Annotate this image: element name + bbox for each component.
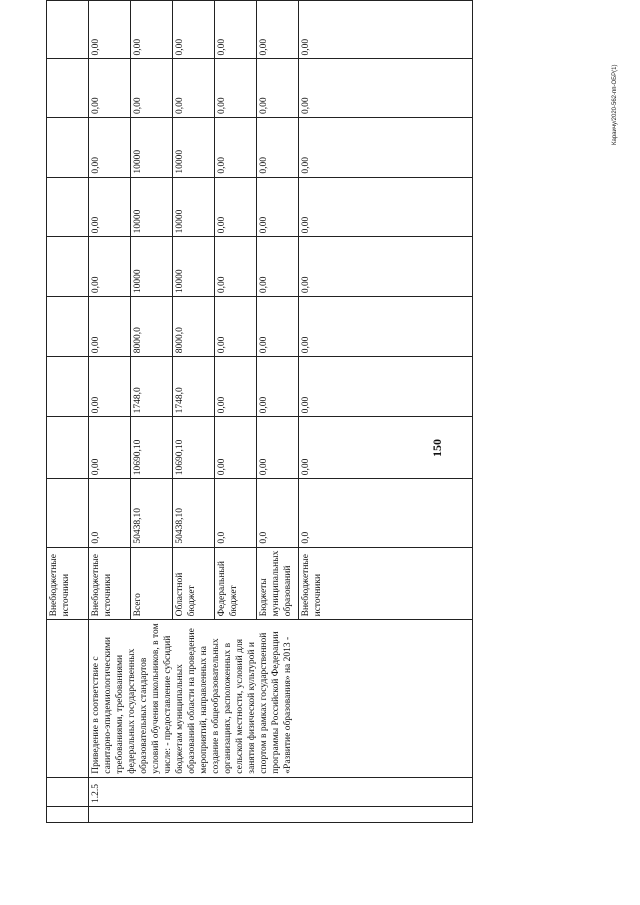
value-cell: 0,00: [215, 177, 257, 237]
value-cell: 1748,0: [131, 357, 173, 417]
value-cell: 0,00: [299, 1, 473, 60]
value-cell: 0,00: [215, 297, 257, 357]
value-cell: 0,00: [299, 237, 473, 297]
blank-cell: [89, 806, 473, 822]
blank-cell: [47, 620, 89, 777]
value-cell: 8000,0: [131, 297, 173, 357]
budget-table: [46, 0, 473, 823]
value-cell: 0,00: [131, 59, 173, 117]
value-cell: 0,00: [89, 117, 131, 177]
value-cell: 0,00: [215, 59, 257, 117]
value-cell: 0,00: [89, 417, 131, 479]
value-cell: 0,00: [257, 59, 299, 117]
value-cell: 0,0: [215, 479, 257, 547]
source-cell: Внебюджетные источники: [89, 547, 131, 620]
value-cell: 0,00: [257, 177, 299, 237]
value-cell: 0,00: [257, 117, 299, 177]
source-cell: Внебюджетные источники: [299, 547, 473, 620]
value-cell: [47, 177, 89, 237]
value-cell: 0,00: [215, 1, 257, 60]
value-cell: 0,00: [173, 1, 215, 60]
blank-cell: [47, 777, 89, 806]
value-cell: 0,00: [89, 177, 131, 237]
value-cell: [47, 297, 89, 357]
value-cell: 10690,10: [173, 417, 215, 479]
value-cell: 0,00: [215, 117, 257, 177]
value-cell: 8000,0: [173, 297, 215, 357]
value-cell: 10000: [131, 117, 173, 177]
value-cell: 0,00: [89, 357, 131, 417]
item-code: 1.2.5: [89, 777, 473, 806]
value-cell: 10000: [173, 117, 215, 177]
source-cell: Федеральный бюджет: [215, 547, 257, 620]
value-cell: 0,00: [173, 59, 215, 117]
value-cell: 0,0: [89, 479, 131, 547]
value-cell: 0,00: [257, 237, 299, 297]
value-cell: 10690,10: [131, 417, 173, 479]
value-cell: 0,00: [257, 297, 299, 357]
value-cell: [47, 237, 89, 297]
value-cell: 10000: [173, 177, 215, 237]
source-cell: Бюджеты муниципальных образований: [257, 547, 299, 620]
value-cell: [47, 59, 89, 117]
table-row: [89, 1, 131, 823]
source-cell: Всего: [131, 547, 173, 620]
value-cell: 10000: [173, 237, 215, 297]
value-cell: [47, 117, 89, 177]
value-cell: 0,00: [299, 297, 473, 357]
source-cell: Областной бюджет: [173, 547, 215, 620]
item-description: Приведение в соответствие с санитарно-эпидемиологическими требованиями, требованиями федеральных государственных образовательных стандартов условий обучения школьников, в том числе: - предоставление субсидий бюджетам муниципальных образований области на проведение мероприятий, направленных на создание в общеобразовательных организациях, расположенных в сельской местности, условий для занятия физической культурой и спортом в рамках государственной программы Российской Федерации «Развитие образования» на 2013 -: [89, 620, 473, 777]
value-cell: 0,00: [257, 1, 299, 60]
value-cell: 0,00: [89, 237, 131, 297]
value-cell: 0,00: [215, 237, 257, 297]
value-cell: 0,00: [257, 357, 299, 417]
value-cell: [47, 357, 89, 417]
source-cell: Внебюджетные источники: [47, 547, 89, 620]
value-cell: [47, 417, 89, 479]
value-cell: 0,00: [89, 1, 131, 60]
value-cell: 0,0: [299, 479, 473, 547]
value-cell: [47, 479, 89, 547]
page-number: 150: [430, 439, 444, 457]
value-cell: 0,00: [299, 117, 473, 177]
value-cell: 50438,10: [131, 479, 173, 547]
value-cell: 1748,0: [173, 357, 215, 417]
value-cell: 0,0: [257, 479, 299, 547]
value-cell: [47, 1, 89, 60]
table-row: [47, 1, 89, 823]
footer-text: Караичу/2020-562-пп-ОБР(1): [612, 64, 618, 145]
value-cell: 0,00: [299, 357, 473, 417]
value-cell: 10000: [131, 177, 173, 237]
value-cell: 10000: [131, 237, 173, 297]
value-cell: 0,00: [89, 59, 131, 117]
value-cell: 0,00: [257, 417, 299, 479]
value-cell: 0,00: [215, 357, 257, 417]
value-cell: 0,00: [299, 59, 473, 117]
value-cell: 0,00: [299, 417, 473, 479]
value-cell: 0,00: [299, 177, 473, 237]
value-cell: 0,00: [215, 417, 257, 479]
value-cell: 50438,10: [173, 479, 215, 547]
value-cell: 0,00: [89, 297, 131, 357]
value-cell: 0,00: [131, 1, 173, 60]
blank-cell: [47, 806, 89, 822]
